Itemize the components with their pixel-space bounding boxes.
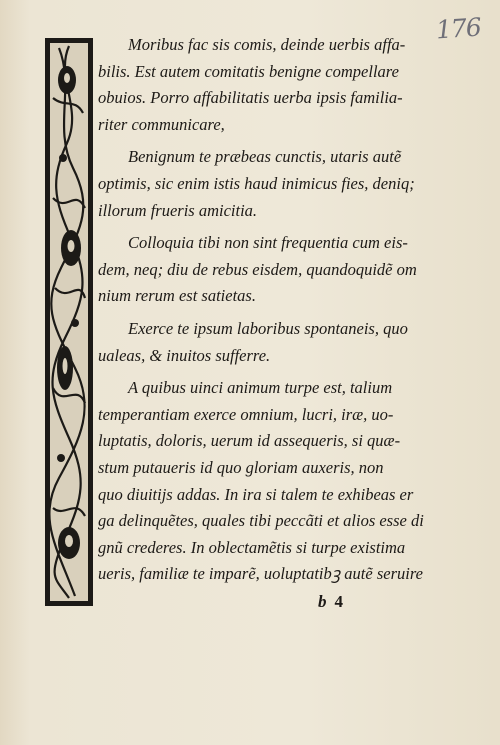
paragraph	[98, 144, 415, 224]
paragraph	[98, 316, 410, 369]
text-line: optimis, sic enim istis haud inimicus fies, deniq;	[98, 173, 415, 193]
paragraph	[98, 230, 417, 310]
text-line: Exerce te ipsum laboribus spontaneis, quo	[128, 318, 408, 338]
signature-mark	[318, 592, 343, 612]
text-line: Moribus fac sis comis, deinde uerbis affa-	[128, 35, 406, 54]
folio-number: 176	[435, 12, 482, 45]
text-line: ueris, familiæ te imparẽ, uoluptatibꝫ autẽ seruire	[98, 564, 423, 584]
text-line: dem, neq; diu de rebus eisdem, quandoquidẽ om	[98, 259, 417, 279]
paragraph	[98, 375, 424, 588]
text-line: temperantiam exerce omnium, lucri, iræ, uo-	[98, 404, 394, 424]
text-line: A quibus uinci animum turpe est, talium	[128, 378, 393, 398]
signature-letter: b	[318, 592, 327, 611]
text-line: riter communicare,	[98, 114, 225, 134]
text-line: bilis. Est autem comitatis benigne compellare	[98, 61, 399, 81]
text-line: obuios. Porro affabilitatis uerba ipsis familia-	[98, 88, 403, 108]
woodcut-border-ornament	[45, 38, 93, 606]
text-line: quo diuitijs addas. In ira si talem te exhibeas er	[98, 484, 414, 504]
text-line: nium rerum est satietas.	[98, 286, 256, 306]
text-line: gnũ crederes. In oblectamẽtis si turpe existima	[98, 537, 406, 557]
signature-number: 4	[334, 592, 343, 611]
text-line: stum putaueris id quo gloriam auxeris, non	[98, 457, 384, 477]
text-line: illorum frueris amicitia.	[98, 200, 258, 220]
text-line: Colloquia tibi non sint frequentia cum eis-	[128, 233, 408, 253]
text-line: ga delinquẽtes, quales tibi peccãti et alios esse di	[98, 511, 424, 531]
paragraph	[98, 32, 410, 138]
body-text	[98, 32, 424, 588]
text-line: luptatis, doloris, uerum id assequeris, si quæ-	[98, 431, 401, 451]
text-line: ualeas, & inuitos sufferre.	[98, 345, 271, 365]
text-line: Benignum te præbeas cunctis, utaris autẽ	[128, 147, 402, 167]
